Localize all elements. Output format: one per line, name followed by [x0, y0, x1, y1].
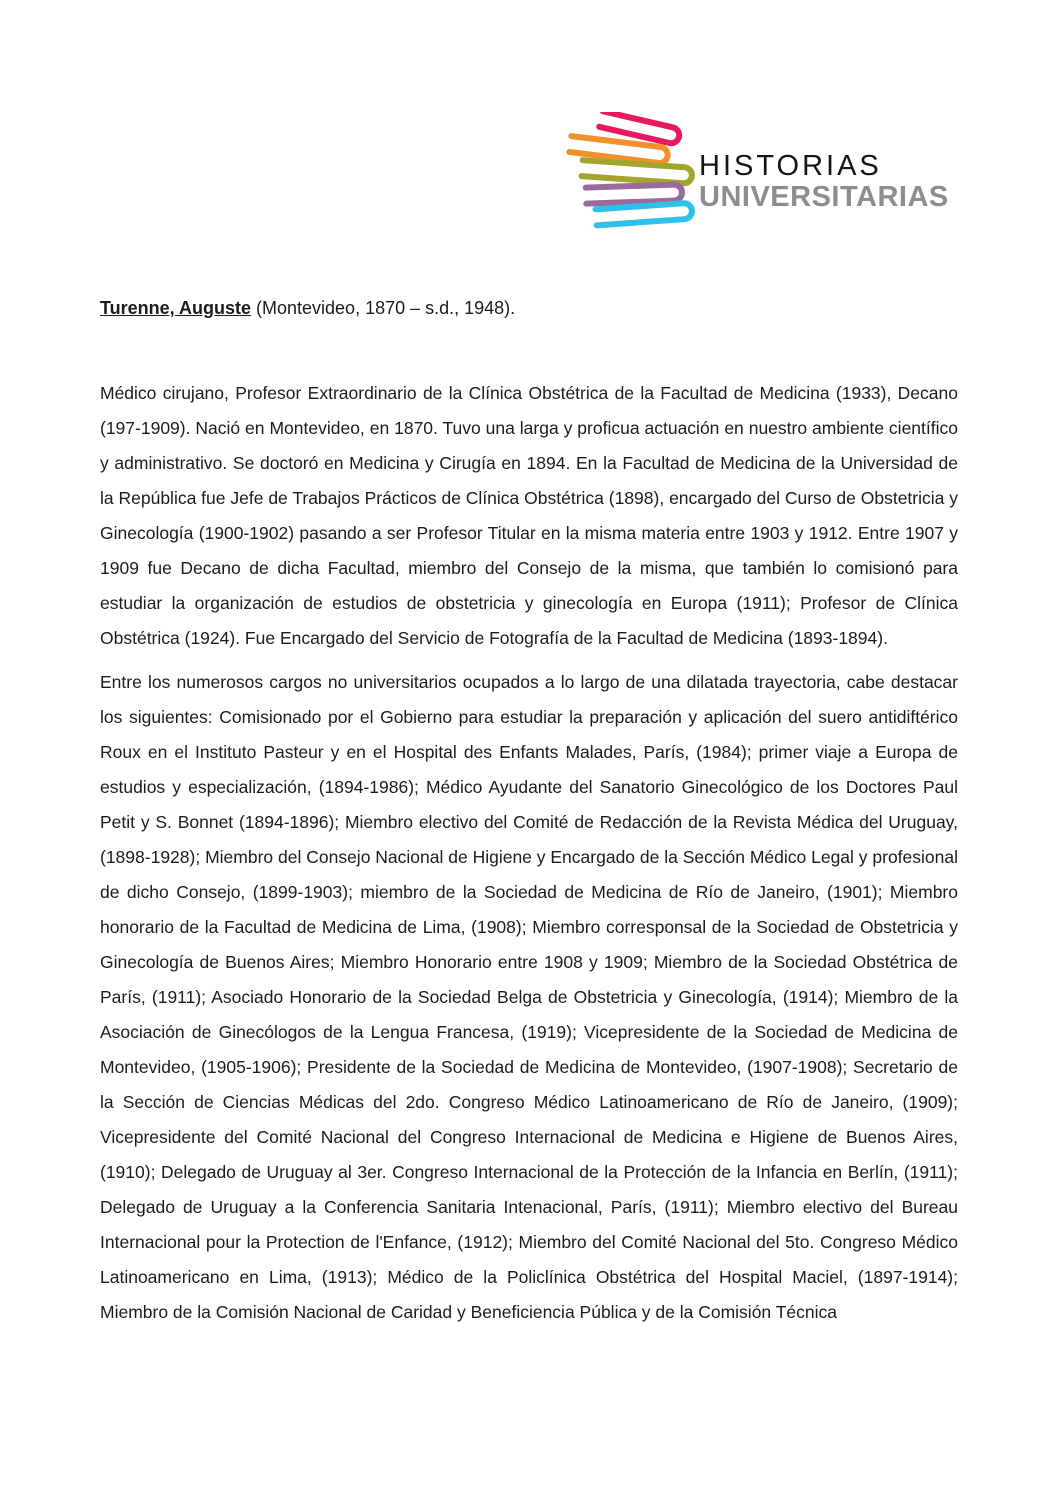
book-spine-olive — [582, 160, 693, 184]
person-name: Turenne, Auguste — [100, 298, 252, 318]
book-spine-cyan — [596, 203, 693, 226]
historias-universitarias-logo — [562, 112, 949, 230]
books-stack-icon — [562, 112, 697, 230]
person-dates: (Montevideo, 1870 – s.d., 1948). — [251, 298, 516, 318]
biography-paragraph-2: Entre los numerosos cargos no universitarios ocupados a lo largo de una dilatada trayectoria, cabe destacar los siguientes: Comisionado por el Gobierno para estudiar la preparación y aplicación del suero antidiftérico Roux en el Instituto Pasteur y en el Hospital des Enfants Malades, París, (1984); primer viaje a Europa de estudios y especialización, (1894-1986); Médico Ayudante del Sanatorio Ginecológico de los Doctores Paul Petit y S. Bonnet (1894-1896); Miembro electivo del Comité de Redacción de la Revista Médica del Uruguay, (1898-1928); Miembro del Consejo Nacional de Higiene y Encargado de la Sección Médico Legal y profesional de dicho Consejo, (1899-1903); miembro de la Sociedad de Medicina de Río de Janeiro, (1901); Miembro honorario de la Facultad de Medicina de Lima, (1908); Miembro corresponsal de la Sociedad de Obstetricia y Ginecología de Buenos Aires; Miembro Honorario entre 1908 y 1909; Miembro de la Sociedad Obstétrica de París, (1911); Asociado Honorario de la Sociedad Belga de Obstetricia y Ginecología, (1914); Miembro de la Asociación de Ginecólogos de la Lengua Francesa, (1919); Vicepresidente de la Sociedad de Medicina de Montevideo, (1905-1906); Presidente de la Sociedad de Medicina de Montevideo, (1907-1908); Secretario de la Sección de Ciencias Médicas del 2do. Congreso Médico Latinoamericano de Río de Janeiro, (1909); Vicepresidente del Comité Nacional del Congreso Internacional de Medicina e Higiene de Buenos Aires, (1910); Delegado de Uruguay al 3er. Congreso Internacional de la Protección de la Infancia en Berlín, (1911); Delegado de Uruguay a la Conferencia Sanitaria Intenacional, París, (1911); Miembro electivo del Bureau Internacional pour la Protection de l'Enfance, (1912); Miembro del Comité Nacional del 5to. Congreso Médico Latinoamericano en Lima, (1913); Médico de la Policlínica Obstétrica del Hospital Maciel, (1897-1914); Miembro de la Comisión Nacional de Caridad y Beneficiencia Pública y de la Comisión Técnica — [100, 672, 959, 1322]
biography-body — [100, 376, 958, 1330]
biography-paragraph-1: Médico cirujano, Profesor Extraordinario de la Clínica Obstétrica de la Facultad de Medicina (1933), Decano (197-1909). Nació en Montevideo, en 1870. Tuvo una larga y proficua actuación en nuestro ambiente científico y administrativo. Se doctoró en Medicina y Cirugía en 1894. En la Facultad de Medicina de la Universidad de la República fue Jefe de Trabajos Prácticos de Clínica Obstétrica (1898), encargado del Curso de Obstetricia y Ginecología (1900-1902) pasando a ser Profesor Titular en la misma materia entre 1903 y 1912. Entre 1907 y 1909 fue Decano de dicha Facultad, miembro del Consejo de la misma, que también lo comisionó para estudiar la organización de estudios de obstetricia y ginecología en Europa (1911); Profesor de Clínica Obstétrica (1924). Fue Encargado del Servicio de Fotografía de la Facultad de Medicina (1893-1894). — [100, 383, 958, 648]
logo-title-universitarias: UNIVERSITARIAS — [699, 181, 949, 213]
book-spine-purple — [586, 184, 682, 203]
logo-title-historias: HISTORIAS — [699, 150, 882, 182]
logo-wordmark — [699, 129, 949, 213]
entry-heading — [100, 298, 958, 319]
